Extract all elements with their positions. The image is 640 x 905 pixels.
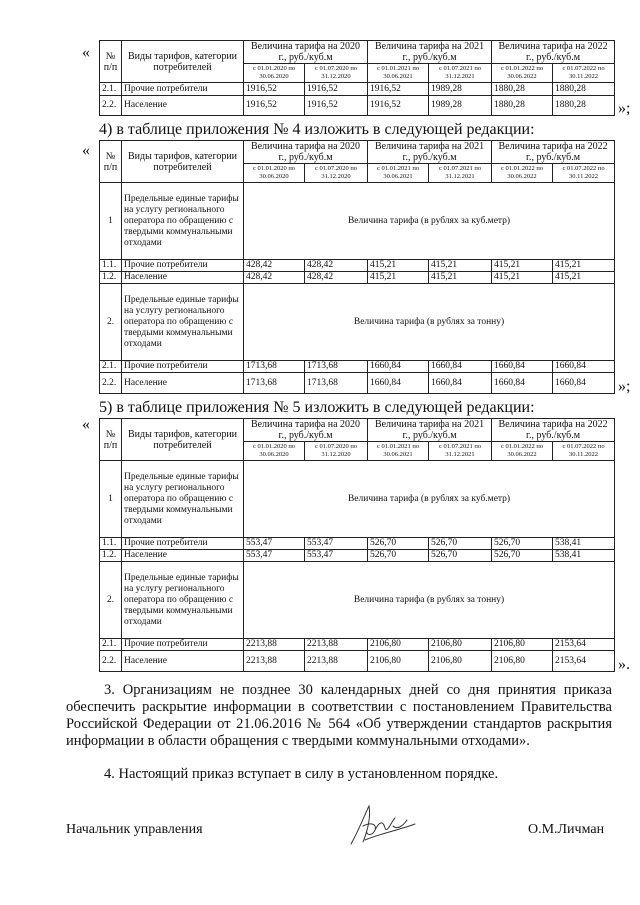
value-cell: 1989,28 (429, 96, 492, 116)
row-num: 2.1. (100, 361, 122, 373)
value-cell: 526,70 (368, 550, 429, 562)
row-num: 1.2. (100, 550, 122, 562)
table-row (100, 260, 615, 272)
table-row (100, 83, 615, 96)
table-row (100, 538, 615, 550)
value-cell: 428,42 (244, 260, 305, 272)
value-cell: 1880,28 (492, 83, 553, 96)
header-date: с 01.01.2021 по 30.06.2021 (368, 164, 429, 183)
value-cell: 1880,28 (553, 83, 615, 96)
value-cell: 1916,52 (305, 96, 368, 116)
open-quote: « (82, 142, 90, 159)
paragraph-4: 4. Настоящий приказ вступает в силу в установленном порядке. (104, 766, 499, 782)
tariff-table-1 (99, 40, 614, 116)
value-cell: 415,21 (429, 260, 492, 272)
tariff-table-5 (99, 418, 614, 672)
value-cell: 2106,80 (429, 651, 492, 672)
row-label: Прочие потребители (122, 639, 244, 651)
value-cell: 526,70 (492, 550, 553, 562)
value-cell: 526,70 (429, 538, 492, 550)
value-cell: 1713,68 (244, 361, 305, 373)
signature-icon (345, 800, 420, 852)
value-cell: 1916,52 (368, 96, 429, 116)
value-cell: 553,47 (305, 550, 368, 562)
group-span: Величина тарифа (в рублях за куб.метр) (244, 461, 615, 538)
value-cell: 2213,88 (305, 651, 368, 672)
table-row (100, 284, 615, 361)
row-label: Население (122, 96, 244, 116)
header-types: Виды тарифов, категории потребителей (122, 141, 244, 183)
row-num: 2. (100, 284, 122, 361)
header-date: с 01.07.2022 по 30.11.2022 (553, 64, 615, 83)
value-cell: 2106,80 (492, 651, 553, 672)
value-cell: 1916,52 (368, 83, 429, 96)
item-4-heading: 4) в таблице приложения № 4 изложить в следующей редакции: (99, 121, 535, 138)
value-cell: 553,47 (305, 538, 368, 550)
value-cell: 1916,52 (244, 83, 305, 96)
header-date: с 01.07.2021 по 31.12.2021 (429, 64, 492, 83)
value-cell: 2106,80 (368, 639, 429, 651)
value-cell: 538,41 (553, 538, 615, 550)
header-types: Виды тарифов, категории потребителей (122, 41, 244, 83)
value-cell: 1660,84 (553, 373, 615, 394)
value-cell: 1713,68 (244, 373, 305, 394)
value-cell: 2153,64 (553, 639, 615, 651)
value-cell: 2106,80 (368, 651, 429, 672)
table-row (100, 639, 615, 651)
signer-position: Начальник управления (66, 822, 203, 837)
value-cell: 2213,88 (244, 639, 305, 651)
value-cell: 1660,84 (492, 361, 553, 373)
value-cell: 415,21 (492, 260, 553, 272)
row-num: 1 (100, 461, 122, 538)
header-period-2022: Величина тарифа на 2022 г., руб./куб.м (492, 419, 615, 442)
row-num: 1 (100, 183, 122, 260)
row-label: Прочие потребители (122, 361, 244, 373)
row-label: Прочие потребители (122, 83, 244, 96)
value-cell: 428,42 (305, 272, 368, 284)
header-date: с 01.07.2021 по 31.12.2021 (429, 442, 492, 461)
value-cell: 553,47 (244, 538, 305, 550)
header-date: с 01.01.2021 по 30.06.2021 (368, 442, 429, 461)
header-date: с 01.01.2022 по 30.06.2022 (492, 164, 553, 183)
value-cell: 1916,52 (244, 96, 305, 116)
table-row (100, 651, 615, 672)
value-cell: 1660,84 (368, 361, 429, 373)
row-label: Прочие потребители (122, 260, 244, 272)
header-period-2021: Величина тарифа на 2021 г., руб./куб.м (368, 141, 492, 164)
value-cell: 553,47 (244, 550, 305, 562)
table-row (100, 550, 615, 562)
table-row (100, 461, 615, 538)
close-quote: ». (618, 656, 630, 673)
row-label: Прочие потребители (122, 538, 244, 550)
tariff-table-4 (99, 140, 614, 394)
value-cell: 415,21 (429, 272, 492, 284)
header-date: с 01.07.2021 по 31.12.2021 (429, 164, 492, 183)
header-date: с 01.01.2020 по 30.06.2020 (244, 442, 305, 461)
value-cell: 428,42 (305, 260, 368, 272)
row-label: Население (122, 272, 244, 284)
header-date: с 01.01.2020 по 30.06.2020 (244, 64, 305, 83)
value-cell: 1989,28 (429, 83, 492, 96)
header-period-2020: Величина тарифа на 2020 г., руб./куб.м (244, 41, 368, 64)
header-date: с 01.01.2022 по 30.06.2022 (492, 442, 553, 461)
row-label: Население (122, 651, 244, 672)
table-row (100, 183, 615, 260)
value-cell: 2213,88 (244, 651, 305, 672)
row-num: 2.1. (100, 639, 122, 651)
group-label: Предельные единые тарифы на услугу регионального оператора по обращению с твердыми коммунальными отходами (122, 284, 244, 361)
value-cell: 415,21 (368, 272, 429, 284)
item-5-heading: 5) в таблице приложения № 5 изложить в следующей редакции: (99, 399, 535, 416)
value-cell: 428,42 (244, 272, 305, 284)
value-cell: 2153,64 (553, 651, 615, 672)
value-cell: 1880,28 (492, 96, 553, 116)
table-row (100, 96, 615, 116)
header-period-2021: Величина тарифа на 2021 г., руб./куб.м (368, 41, 492, 64)
header-period-2021: Величина тарифа на 2021 г., руб./куб.м (368, 419, 492, 442)
header-num: № п/п (100, 141, 122, 183)
table-row (100, 373, 615, 394)
value-cell: 1916,52 (305, 83, 368, 96)
row-num: 2. (100, 562, 122, 639)
value-cell: 526,70 (368, 538, 429, 550)
value-cell: 415,21 (553, 260, 615, 272)
close-quote: »; (618, 100, 631, 117)
header-types: Виды тарифов, категории потребителей (122, 419, 244, 461)
value-cell: 2213,88 (305, 639, 368, 651)
row-num: 1.1. (100, 260, 122, 272)
group-label: Предельные единые тарифы на услугу регионального оператора по обращению с твердыми коммунальными отходами (122, 562, 244, 639)
group-label: Предельные единые тарифы на услугу регионального оператора по обращению с твердыми коммунальными отходами (122, 183, 244, 260)
header-date: с 01.07.2022 по 30.11.2022 (553, 442, 615, 461)
header-period-2020: Величина тарифа на 2020 г., руб./куб.м (244, 419, 368, 442)
header-date: с 01.07.2022 по 30.11.2022 (553, 164, 615, 183)
value-cell: 1713,68 (305, 361, 368, 373)
value-cell: 1713,68 (305, 373, 368, 394)
signer-name: О.М.Личман (528, 822, 605, 837)
row-num: 2.1. (100, 83, 122, 96)
group-span: Величина тарифа (в рублях за тонну) (244, 284, 615, 361)
header-period-2022: Величина тарифа на 2022 г., руб./куб.м (492, 41, 615, 64)
row-label: Население (122, 550, 244, 562)
header-period-2022: Величина тарифа на 2022 г., руб./куб.м (492, 141, 615, 164)
row-num: 2.2. (100, 651, 122, 672)
value-cell: 415,21 (553, 272, 615, 284)
header-date: с 01.01.2020 по 30.06.2020 (244, 164, 305, 183)
header-date: с 01.01.2022 по 30.06.2022 (492, 64, 553, 83)
value-cell: 1660,84 (492, 373, 553, 394)
header-date: с 01.07.2020 по 31.12.2020 (305, 442, 368, 461)
value-cell: 2106,80 (429, 639, 492, 651)
header-date: с 01.07.2020 по 31.12.2020 (305, 164, 368, 183)
value-cell: 538,41 (553, 550, 615, 562)
group-span: Величина тарифа (в рублях за куб.метр) (244, 183, 615, 260)
row-label: Население (122, 373, 244, 394)
row-num: 2.2. (100, 96, 122, 116)
header-date: с 01.01.2021 по 30.06.2021 (368, 64, 429, 83)
header-num: № п/п (100, 41, 122, 83)
open-quote: « (82, 44, 90, 61)
value-cell: 1660,84 (553, 361, 615, 373)
value-cell: 415,21 (368, 260, 429, 272)
row-num: 1.1. (100, 538, 122, 550)
open-quote: « (82, 416, 90, 433)
group-label: Предельные единые тарифы на услугу регионального оператора по обращению с твердыми коммунальными отходами (122, 461, 244, 538)
value-cell: 2106,80 (492, 639, 553, 651)
header-date: с 01.07.2020 по 31.12.2020 (305, 64, 368, 83)
row-num: 2.2. (100, 373, 122, 394)
value-cell: 526,70 (492, 538, 553, 550)
value-cell: 526,70 (429, 550, 492, 562)
header-num: № п/п (100, 419, 122, 461)
value-cell: 1660,84 (429, 361, 492, 373)
group-span: Величина тарифа (в рублях за тонну) (244, 562, 615, 639)
value-cell: 1660,84 (368, 373, 429, 394)
value-cell: 415,21 (492, 272, 553, 284)
value-cell: 1660,84 (429, 373, 492, 394)
close-quote: »; (618, 378, 631, 395)
paragraph-3: 3. Организациям не позднее 30 календарных дней со дня принятия приказа обеспечить раскрытие информации в соответствии с постановлением Правительства Российской Федерации от 21.06.2016 № 564 «Об утверждении стандартов раскрытия информации в области обращения с твердыми коммунальными отходами». (66, 682, 612, 749)
table-row (100, 272, 615, 284)
table-row (100, 361, 615, 373)
row-num: 1.2. (100, 272, 122, 284)
header-period-2020: Величина тарифа на 2020 г., руб./куб.м (244, 141, 368, 164)
value-cell: 1880,28 (553, 96, 615, 116)
table-row (100, 562, 615, 639)
